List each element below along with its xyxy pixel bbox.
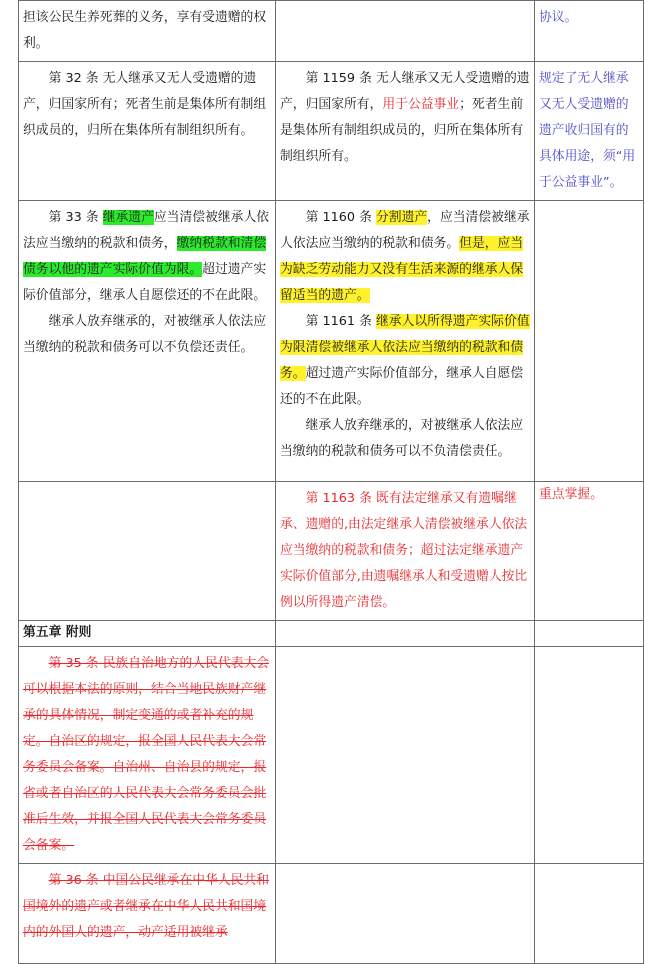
- note-cell: [535, 864, 644, 964]
- new-law-cell: [276, 62, 535, 201]
- new-article: [280, 205, 530, 309]
- article-number: 第 35 条: [48, 656, 99, 671]
- old-law-cell: [19, 1, 276, 62]
- article-text: ，应当清偿被继承人依法应当缴纳的税款和债务。: [280, 210, 530, 251]
- old-law-cell: [19, 201, 276, 482]
- article-number: 第 1160 条: [305, 210, 372, 225]
- new-article: [280, 309, 530, 413]
- old-article: [23, 66, 271, 144]
- new-law-cell: [276, 647, 535, 864]
- table-row: [19, 1, 644, 62]
- article-text: ；死者生前是集体所有制组织成员的，归所在集体所有制组织所有。: [280, 97, 524, 164]
- new-law-cell: [276, 1, 535, 62]
- table-row: [19, 62, 644, 201]
- article-text: 中国公民继承在中华人民共和国境外的遗产或者继承在中华人民共和国境内的外国人的遗产，动产适用被继承: [23, 873, 270, 940]
- law-comparison-table: [18, 0, 644, 964]
- highlight-green: 缴纳税款和清偿债务以他的遗产实际价值为限。: [23, 236, 267, 277]
- note-cell: [535, 482, 644, 621]
- article-number: 第 36 条: [48, 873, 99, 888]
- old-law-text: 担该公民生养死葬的义务，享有受遗赠的权利。: [23, 10, 267, 51]
- note-cell: [535, 201, 644, 482]
- old-law-cell: [19, 864, 276, 964]
- amended-text: 用于公益事业: [382, 97, 460, 112]
- chapter-title: 第五章 附则: [23, 625, 92, 640]
- article-text: 既有法定继承又有遗嘱继承、遗赠的,由法定继承人清偿被继承人依法应当缴纳的税款和债务；超过法定继承遗产实际价值部分,由遗嘱继承人和受遗赠人按比例以所得遗产清偿。: [280, 491, 528, 610]
- old-article: [23, 205, 271, 309]
- new-law-cell: [276, 201, 535, 482]
- note-text: 重点掌握。: [539, 487, 603, 502]
- new-article: [280, 486, 530, 616]
- highlight-yellow: 但是，应当为缺乏劳动能力又没有生活来源的继承人保留适当的遗产。: [280, 236, 524, 303]
- new-law-cell: [276, 482, 535, 621]
- article-text: 超过遗产实际价值部分，继承人自愿偿还的不在此限。: [280, 366, 524, 407]
- old-law-cell: [19, 482, 276, 621]
- new-law-cell: [276, 621, 535, 647]
- deleted-article: [23, 651, 271, 859]
- note-text: 规定了无人继承又无人受遗赠的遗产收归国有的具体用途，须“用于公益事业”。: [539, 71, 636, 190]
- article-number: 第 1159 条: [305, 71, 372, 86]
- note-cell: [535, 1, 644, 62]
- article-text: 应当清偿被继承人依法应当缴纳的税款和债务，: [23, 210, 270, 251]
- table-row: [19, 482, 644, 621]
- deleted-article: [23, 868, 271, 946]
- article-paragraph: 继承人放弃继承的，对被继承人依法应当缴纳的税款和债务可以不负偿还责任。: [23, 314, 267, 355]
- table-row: [19, 864, 644, 964]
- table-row: [19, 201, 644, 482]
- highlight-yellow: 继承人以所得遗产实际价值为限清偿被继承人依法应当缴纳的税款和债务。: [280, 314, 530, 381]
- article-number: 第 32 条: [48, 71, 99, 86]
- article-number: 第 33 条: [48, 210, 99, 225]
- new-law-cell: [276, 864, 535, 964]
- old-law-cell: [19, 62, 276, 201]
- chapter-cell: [19, 621, 276, 647]
- highlight-green: 继承遗产: [102, 210, 154, 225]
- highlight-yellow: 分割遗产: [375, 210, 428, 225]
- table-row: [19, 621, 644, 647]
- old-law-cell: [19, 647, 276, 864]
- note-text: 协议。: [539, 10, 578, 25]
- article-text: 超过遗产实际价值部分，继承人自愿偿还的不在此限。: [23, 262, 267, 303]
- article-number: 第 1163 条: [305, 491, 372, 506]
- note-cell: [535, 621, 644, 647]
- table-row: [19, 647, 644, 864]
- article-text: 无人继承又无人受遗赠的遗产，归国家所有，: [280, 71, 530, 112]
- new-article: [280, 66, 530, 170]
- article-number: 第 1161 条: [305, 314, 372, 329]
- article-text: 民族自治地方的人民代表大会可以根据本法的原则，结合当地民族财产继承的具体情况，制定变通的或者补充的规定。自治区的规定，报全国人民代表大会常务委员会备案。自治州、自治县的规定，报省或者自治区的人民代表大会常务委员会批准后生效，并报全国人民代表大会常务委员会备案。: [23, 656, 270, 853]
- article-paragraph: 继承人放弃继承的，对被继承人依法应当缴纳的税款和债务可以不负清偿责任。: [280, 418, 524, 459]
- note-cell: [535, 62, 644, 201]
- article-text: 无人继承又无人受遗赠的遗产，归国家所有；死者生前是集体所有制组织成员的，归所在集体所有制组织所有。: [23, 71, 267, 138]
- note-cell: [535, 647, 644, 864]
